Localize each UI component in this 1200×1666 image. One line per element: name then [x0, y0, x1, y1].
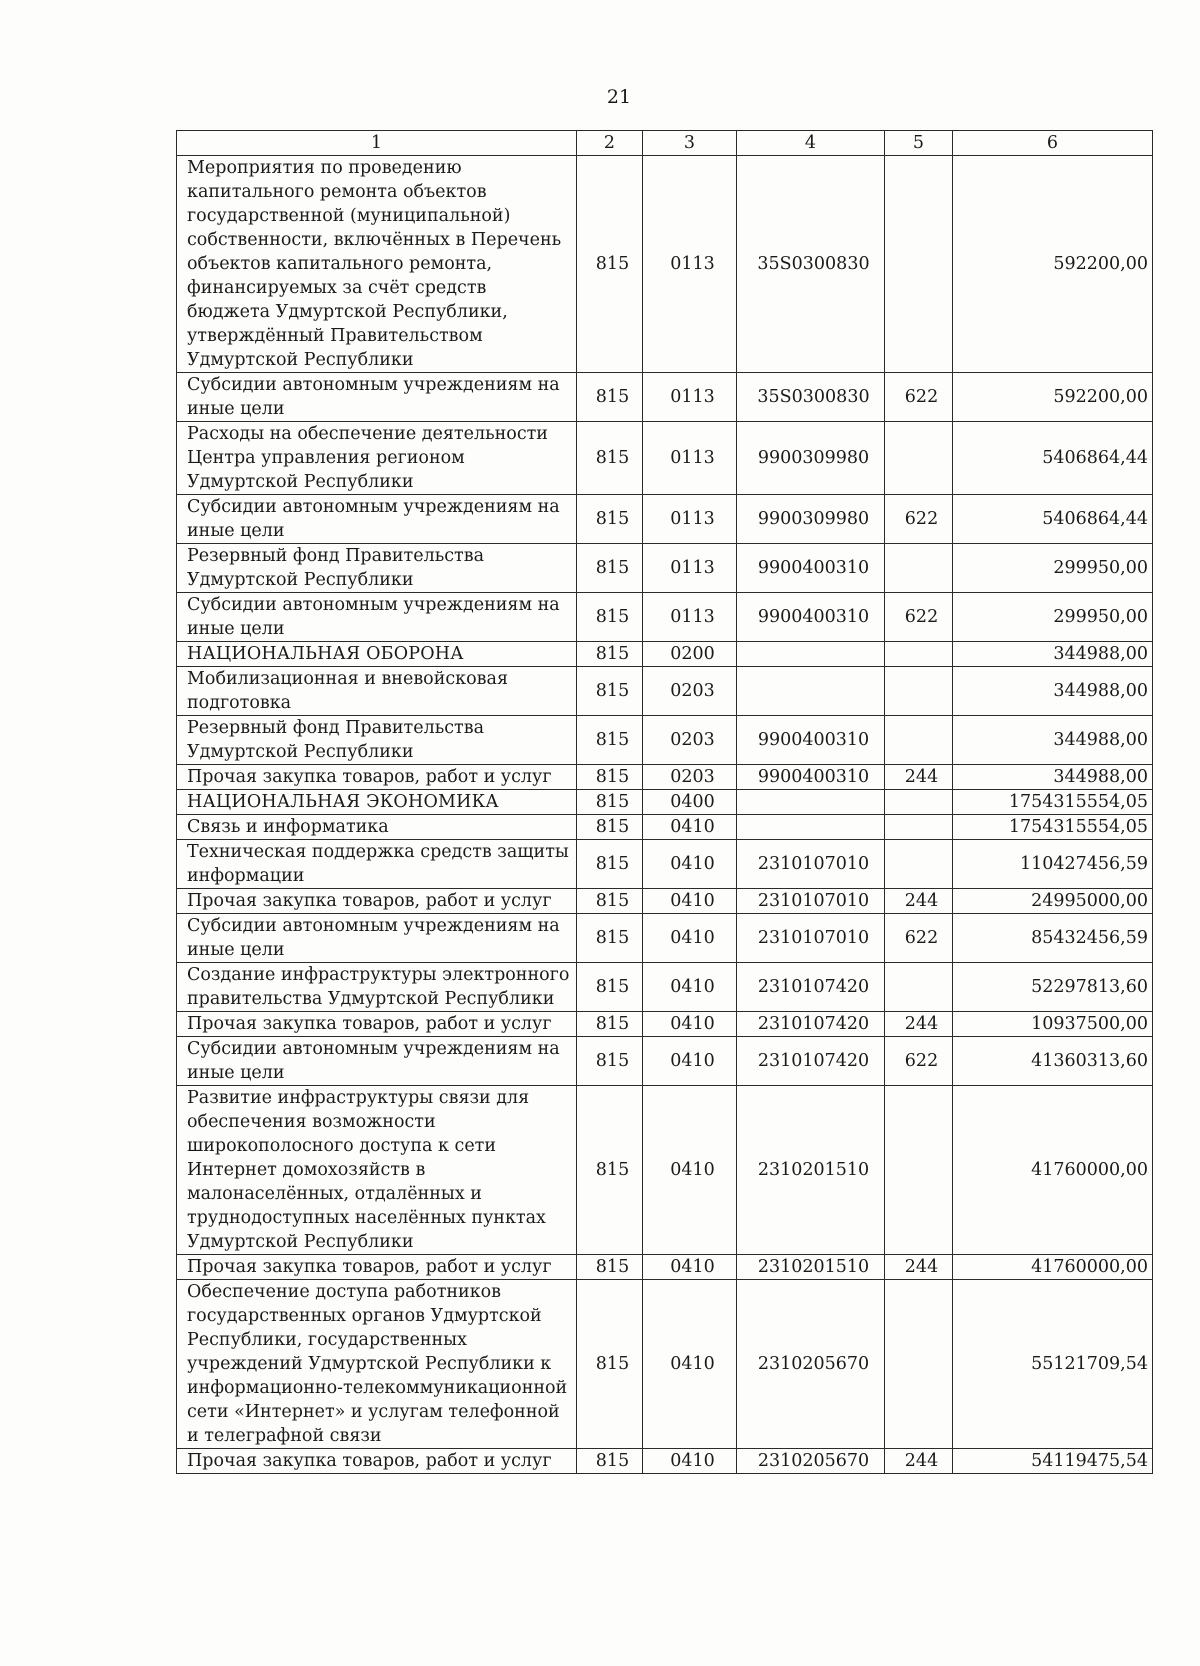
table-row [177, 963, 1153, 1012]
budget-table [176, 130, 1153, 1474]
row-section: 0113 [643, 544, 737, 593]
row-sum: 344988,00 [953, 716, 1153, 765]
row-ved: 815 [577, 1255, 643, 1280]
row-name: Прочая закупка товаров, работ и услуг [177, 1255, 577, 1280]
row-vr [885, 840, 953, 889]
row-csr: 9900400310 [737, 765, 885, 790]
row-csr: 9900309980 [737, 422, 885, 495]
table-row [177, 790, 1153, 815]
row-sum: 41760000,00 [953, 1086, 1153, 1255]
row-sum: 592200,00 [953, 373, 1153, 422]
col-header-3: 3 [643, 131, 737, 156]
row-csr: 2310107420 [737, 1037, 885, 1086]
col-header-5: 5 [885, 131, 953, 156]
row-ved: 815 [577, 544, 643, 593]
row-sum: 299950,00 [953, 593, 1153, 642]
row-vr: 244 [885, 1012, 953, 1037]
row-csr: 2310107420 [737, 1012, 885, 1037]
row-vr [885, 1280, 953, 1449]
row-section: 0203 [643, 667, 737, 716]
row-csr: 2310107010 [737, 889, 885, 914]
row-csr: 9900400310 [737, 593, 885, 642]
row-vr: 244 [885, 889, 953, 914]
row-section: 0410 [643, 1012, 737, 1037]
row-section: 0113 [643, 156, 737, 373]
row-csr: 9900309980 [737, 495, 885, 544]
row-name: Субсидии автономным учреждениям на иные цели [177, 914, 577, 963]
row-vr: 622 [885, 593, 953, 642]
row-sum: 344988,00 [953, 667, 1153, 716]
table-row [177, 156, 1153, 373]
row-ved: 815 [577, 914, 643, 963]
row-ved: 815 [577, 840, 643, 889]
row-csr [737, 667, 885, 716]
row-name: Мобилизационная и вневойсковая подготовка [177, 667, 577, 716]
row-sum: 5406864,44 [953, 422, 1153, 495]
row-section: 0203 [643, 765, 737, 790]
col-header-4: 4 [737, 131, 885, 156]
table-row [177, 1280, 1153, 1449]
row-section: 0200 [643, 642, 737, 667]
row-vr: 622 [885, 495, 953, 544]
col-header-1: 1 [177, 131, 577, 156]
row-vr: 622 [885, 373, 953, 422]
row-name: Субсидии автономным учреждениям на иные цели [177, 373, 577, 422]
row-section: 0400 [643, 790, 737, 815]
row-vr: 622 [885, 914, 953, 963]
row-vr: 622 [885, 1037, 953, 1086]
row-name: Создание инфраструктуры электронного правительства Удмуртской Республики [177, 963, 577, 1012]
row-name: НАЦИОНАЛЬНАЯ ЭКОНОМИКА [177, 790, 577, 815]
row-csr [737, 790, 885, 815]
row-section: 0410 [643, 963, 737, 1012]
row-section: 0410 [643, 1449, 737, 1474]
table-row [177, 422, 1153, 495]
row-name: Резервный фонд Правительства Удмуртской Республики [177, 544, 577, 593]
row-csr: 2310205670 [737, 1449, 885, 1474]
row-csr: 2310201510 [737, 1086, 885, 1255]
row-csr: 9900400310 [737, 544, 885, 593]
row-ved: 815 [577, 156, 643, 373]
row-name: Развитие инфраструктуры связи для обеспечения возможности широкополосного доступа к сети Интернет домохозяйств в малонаселённых, отдалённых и труднодоступных населённых пунктах Удмуртской Республики [177, 1086, 577, 1255]
row-ved: 815 [577, 422, 643, 495]
row-ved: 815 [577, 1086, 643, 1255]
table-row [177, 667, 1153, 716]
row-csr: 9900400310 [737, 716, 885, 765]
row-ved: 815 [577, 765, 643, 790]
row-ved: 815 [577, 1280, 643, 1449]
row-vr [885, 156, 953, 373]
row-ved: 815 [577, 373, 643, 422]
row-ved: 815 [577, 815, 643, 840]
row-ved: 815 [577, 1012, 643, 1037]
row-sum: 24995000,00 [953, 889, 1153, 914]
table-row [177, 815, 1153, 840]
row-section: 0113 [643, 593, 737, 642]
row-ved: 815 [577, 495, 643, 544]
row-sum: 52297813,60 [953, 963, 1153, 1012]
row-section: 0113 [643, 495, 737, 544]
table-row [177, 889, 1153, 914]
row-ved: 815 [577, 667, 643, 716]
row-ved: 815 [577, 889, 643, 914]
row-name: Субсидии автономным учреждениям на иные цели [177, 1037, 577, 1086]
row-vr: 244 [885, 765, 953, 790]
table-row [177, 840, 1153, 889]
row-sum: 299950,00 [953, 544, 1153, 593]
table-row [177, 1012, 1153, 1037]
row-vr [885, 790, 953, 815]
row-ved: 815 [577, 1037, 643, 1086]
row-sum: 41760000,00 [953, 1255, 1153, 1280]
row-vr [885, 716, 953, 765]
row-name: Прочая закупка товаров, работ и услуг [177, 1012, 577, 1037]
row-section: 0410 [643, 889, 737, 914]
row-sum: 592200,00 [953, 156, 1153, 373]
row-vr: 244 [885, 1449, 953, 1474]
row-ved: 815 [577, 1449, 643, 1474]
row-section: 0203 [643, 716, 737, 765]
row-ved: 815 [577, 963, 643, 1012]
row-sum: 344988,00 [953, 765, 1153, 790]
table-row [177, 642, 1153, 667]
row-name: Прочая закупка товаров, работ и услуг [177, 765, 577, 790]
row-csr: 2310107010 [737, 840, 885, 889]
row-section: 0410 [643, 914, 737, 963]
table-row [177, 1449, 1153, 1474]
row-name: Прочая закупка товаров, работ и услуг [177, 1449, 577, 1474]
row-csr: 2310201510 [737, 1255, 885, 1280]
row-section: 0113 [643, 422, 737, 495]
row-sum: 54119475,54 [953, 1449, 1153, 1474]
row-name: Обеспечение доступа работников государственных органов Удмуртской Республики, государственных учреждений Удмуртской Республики к информационно-телекоммуникационной сети «Интернет» и услугам телефонной и телеграфной связи [177, 1280, 577, 1449]
row-csr: 2310205670 [737, 1280, 885, 1449]
row-section: 0410 [643, 840, 737, 889]
row-sum: 110427456,59 [953, 840, 1153, 889]
row-vr [885, 963, 953, 1012]
row-name: Мероприятия по проведению капитального ремонта объектов государственной (муниципальной) собственности, включённых в Перечень объектов капитального ремонта, финансируемых за счёт средств бюджета Удмуртской Республики, утверждённый Правительством Удмуртской Республики [177, 156, 577, 373]
row-section: 0410 [643, 1280, 737, 1449]
row-name: Резервный фонд Правительства Удмуртской Республики [177, 716, 577, 765]
row-vr [885, 422, 953, 495]
page-number: 21 [606, 86, 632, 108]
row-sum: 41360313,60 [953, 1037, 1153, 1086]
row-sum: 55121709,54 [953, 1280, 1153, 1449]
row-sum: 344988,00 [953, 642, 1153, 667]
table-row [177, 593, 1153, 642]
row-section: 0410 [643, 1037, 737, 1086]
header-row [177, 131, 1153, 156]
row-vr [885, 1086, 953, 1255]
table-row [177, 1037, 1153, 1086]
row-section: 0410 [643, 1255, 737, 1280]
row-section: 0410 [643, 1086, 737, 1255]
row-ved: 815 [577, 716, 643, 765]
row-name: НАЦИОНАЛЬНАЯ ОБОРОНА [177, 642, 577, 667]
table-row [177, 373, 1153, 422]
row-name: Расходы на обеспечение деятельности Центра управления регионом Удмуртской Республики [177, 422, 577, 495]
table-row [177, 1086, 1153, 1255]
row-name: Связь и информатика [177, 815, 577, 840]
row-sum: 5406864,44 [953, 495, 1153, 544]
row-section: 0410 [643, 815, 737, 840]
row-sum: 1754315554,05 [953, 815, 1153, 840]
row-ved: 815 [577, 593, 643, 642]
table-row [177, 765, 1153, 790]
row-section: 0113 [643, 373, 737, 422]
row-csr: 35S0300830 [737, 373, 885, 422]
row-csr: 35S0300830 [737, 156, 885, 373]
row-name: Прочая закупка товаров, работ и услуг [177, 889, 577, 914]
row-ved: 815 [577, 642, 643, 667]
row-name: Субсидии автономным учреждениям на иные цели [177, 593, 577, 642]
row-name: Субсидии автономным учреждениям на иные цели [177, 495, 577, 544]
row-name: Техническая поддержка средств защиты информации [177, 840, 577, 889]
row-ved: 815 [577, 790, 643, 815]
row-sum: 85432456,59 [953, 914, 1153, 963]
table-row [177, 1255, 1153, 1280]
row-csr [737, 815, 885, 840]
row-csr: 2310107420 [737, 963, 885, 1012]
row-vr: 244 [885, 1255, 953, 1280]
table-row [177, 716, 1153, 765]
row-vr [885, 642, 953, 667]
row-csr [737, 642, 885, 667]
row-sum: 1754315554,05 [953, 790, 1153, 815]
row-csr: 2310107010 [737, 914, 885, 963]
table-row [177, 914, 1153, 963]
row-sum: 10937500,00 [953, 1012, 1153, 1037]
col-header-6: 6 [953, 131, 1153, 156]
table-row [177, 544, 1153, 593]
row-vr [885, 815, 953, 840]
col-header-2: 2 [577, 131, 643, 156]
table-row [177, 495, 1153, 544]
row-vr [885, 667, 953, 716]
row-vr [885, 544, 953, 593]
